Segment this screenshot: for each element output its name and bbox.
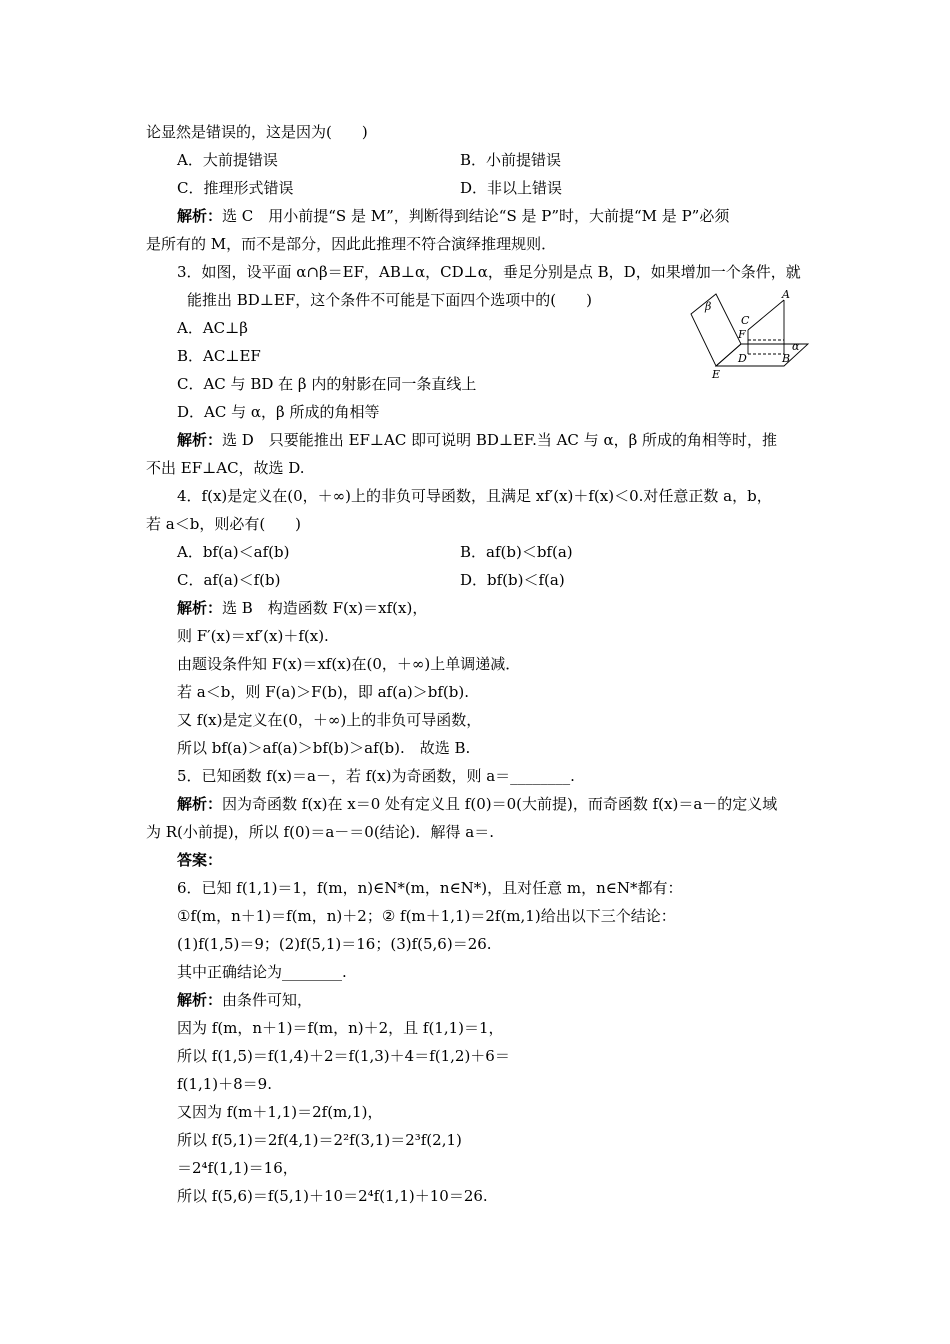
text-line: ＝2⁴f(1,1)＝16， xyxy=(177,1159,298,1177)
option-b: B．AC⊥EF xyxy=(177,347,261,365)
text-line: 所以 f(1,5)＝f(1,4)＋2＝f(1,3)＋4＝f(1,2)＋6＝ xyxy=(177,1047,510,1065)
solution-label: 解析： xyxy=(177,991,223,1009)
option-a: A．AC⊥β xyxy=(177,319,248,337)
answer-label: 答案： xyxy=(177,851,223,869)
text-line: 由题设条件知 F(x)＝xf(x)在(0，＋∞)上单调递减． xyxy=(177,655,521,673)
label-a: A xyxy=(782,288,790,301)
option-d: D．非以上错误 xyxy=(460,179,563,197)
solution-label: 解析： xyxy=(177,599,223,617)
option-d: D．bf(b)＜f(a) xyxy=(460,571,565,589)
solution-line: 解析：选 B 构造函数 F(x)＝xf(x)， xyxy=(177,599,428,617)
option-c: C．推理形式错误 xyxy=(177,179,294,197)
text-line: 能推出 BD⊥EF，这个条件不可能是下面四个选项中的( ) xyxy=(187,291,592,309)
text-line: 为 R(小前提)，所以 f(0)＝a－＝0(结论)．解得 a＝. xyxy=(146,823,495,841)
option-c: C．af(a)＜f(b) xyxy=(177,571,281,589)
text-line: 所以 f(5,6)＝f(5,1)＋10＝2⁴f(1,1)＋10＝26. xyxy=(177,1187,488,1205)
text-line: ①f(m，n＋1)＝f(m，n)＋2；② f(m＋1,1)＝2f(m,1)给出以下三个结论： xyxy=(177,907,676,925)
geometry-figure xyxy=(686,288,810,382)
text-line: 因为 f(m，n＋1)＝f(m，n)＋2，且 f(1,1)＝1， xyxy=(177,1019,504,1037)
text-line: 其中正确结论为________. xyxy=(177,963,347,981)
question-5: 5．已知函数 f(x)＝a－，若 f(x)为奇函数，则 a＝________. xyxy=(177,767,575,785)
label-c: C xyxy=(741,314,750,327)
text-line: 又 f(x)是定义在(0，＋∞)上的非负可导函数， xyxy=(177,711,482,729)
text-line: 论显然是错误的，这是因为( ) xyxy=(146,123,368,141)
text-line: 又因为 f(m＋1,1)＝2f(m,1)， xyxy=(177,1103,383,1121)
option-a: A．bf(a)＜af(b) xyxy=(177,543,290,561)
text-line: (1)f(1,5)＝9；(2)f(5,1)＝16；(3)f(5,6)＝26. xyxy=(177,935,492,953)
question-6: 6．已知 f(1,1)＝1，f(m，n)∈N*(m，n∈N*)，且对任意 m，n∈N*都有： xyxy=(177,879,683,897)
label-e: E xyxy=(712,368,721,381)
option-b: B．af(b)＜bf(a) xyxy=(460,543,573,561)
text-line: 是所有的 M，而不是部分，因此此推理不符合演绎推理规则． xyxy=(146,235,557,253)
label-b: B xyxy=(782,352,791,365)
label-beta: β xyxy=(705,300,712,313)
solution-line: 解析：因为奇函数 f(x)在 x＝0 处有定义且 f(0)＝0(大前提)，而奇函数 f(x)＝a－的定义域 xyxy=(177,795,778,813)
question-3: 3．如图，设平面 α∩β＝EF，AB⊥α，CD⊥α，垂足分别是点 B，D，如果增加一个条件，就 xyxy=(177,263,801,281)
plane-beta xyxy=(691,294,741,366)
text-line: 则 F′(x)＝xf′(x)＋f(x). xyxy=(177,627,329,645)
text-line: f(1,1)＋8＝9. xyxy=(177,1075,272,1093)
solution-label: 解析： xyxy=(177,431,223,449)
text-line: 若 a＜b，则必有( ) xyxy=(146,515,302,533)
solution-line: 解析：选 D 只要能推出 EF⊥AC 即可说明 BD⊥EF.当 AC 与 α，β 所成的角相等时，推 xyxy=(177,431,778,449)
label-f: F xyxy=(738,328,746,341)
segment-ac xyxy=(748,300,784,330)
solution-line: 解析：由条件可知， xyxy=(177,991,313,1009)
option-b: B．小前提错误 xyxy=(460,151,562,169)
text-line: 若 a＜b，则 F(a)＞F(b)，即 af(a)＞bf(b). xyxy=(177,683,469,701)
option-d: D．AC 与 α，β 所成的角相等 xyxy=(177,403,380,421)
solution-label: 解析： xyxy=(177,207,223,225)
solution-label: 解析： xyxy=(177,795,223,813)
text-line: 所以 bf(a)＞af(a)＞bf(b)＞af(b). 故选 B. xyxy=(177,739,471,757)
option-a: A．大前提错误 xyxy=(177,151,278,169)
question-4: 4．f(x)是定义在(0，＋∞)上的非负可导函数，且满足 xf′(x)＋f(x)＜0.对任意正数 a，b， xyxy=(177,487,772,505)
label-d: D xyxy=(738,352,747,365)
option-c: C．AC 与 BD 在 β 内的射影在同一条直线上 xyxy=(177,375,477,393)
text-line: 所以 f(5,1)＝2f(4,1)＝2²f(3,1)＝2³f(2,1) xyxy=(177,1131,462,1149)
text-line: 不出 EF⊥AC，故选 D. xyxy=(146,459,305,477)
solution-line: 解析：选 C 用小前提“S 是 M”，判断得到结论“S 是 P”时，大前提“M 是 P”必须 xyxy=(177,207,730,225)
label-alpha: α xyxy=(792,340,800,353)
